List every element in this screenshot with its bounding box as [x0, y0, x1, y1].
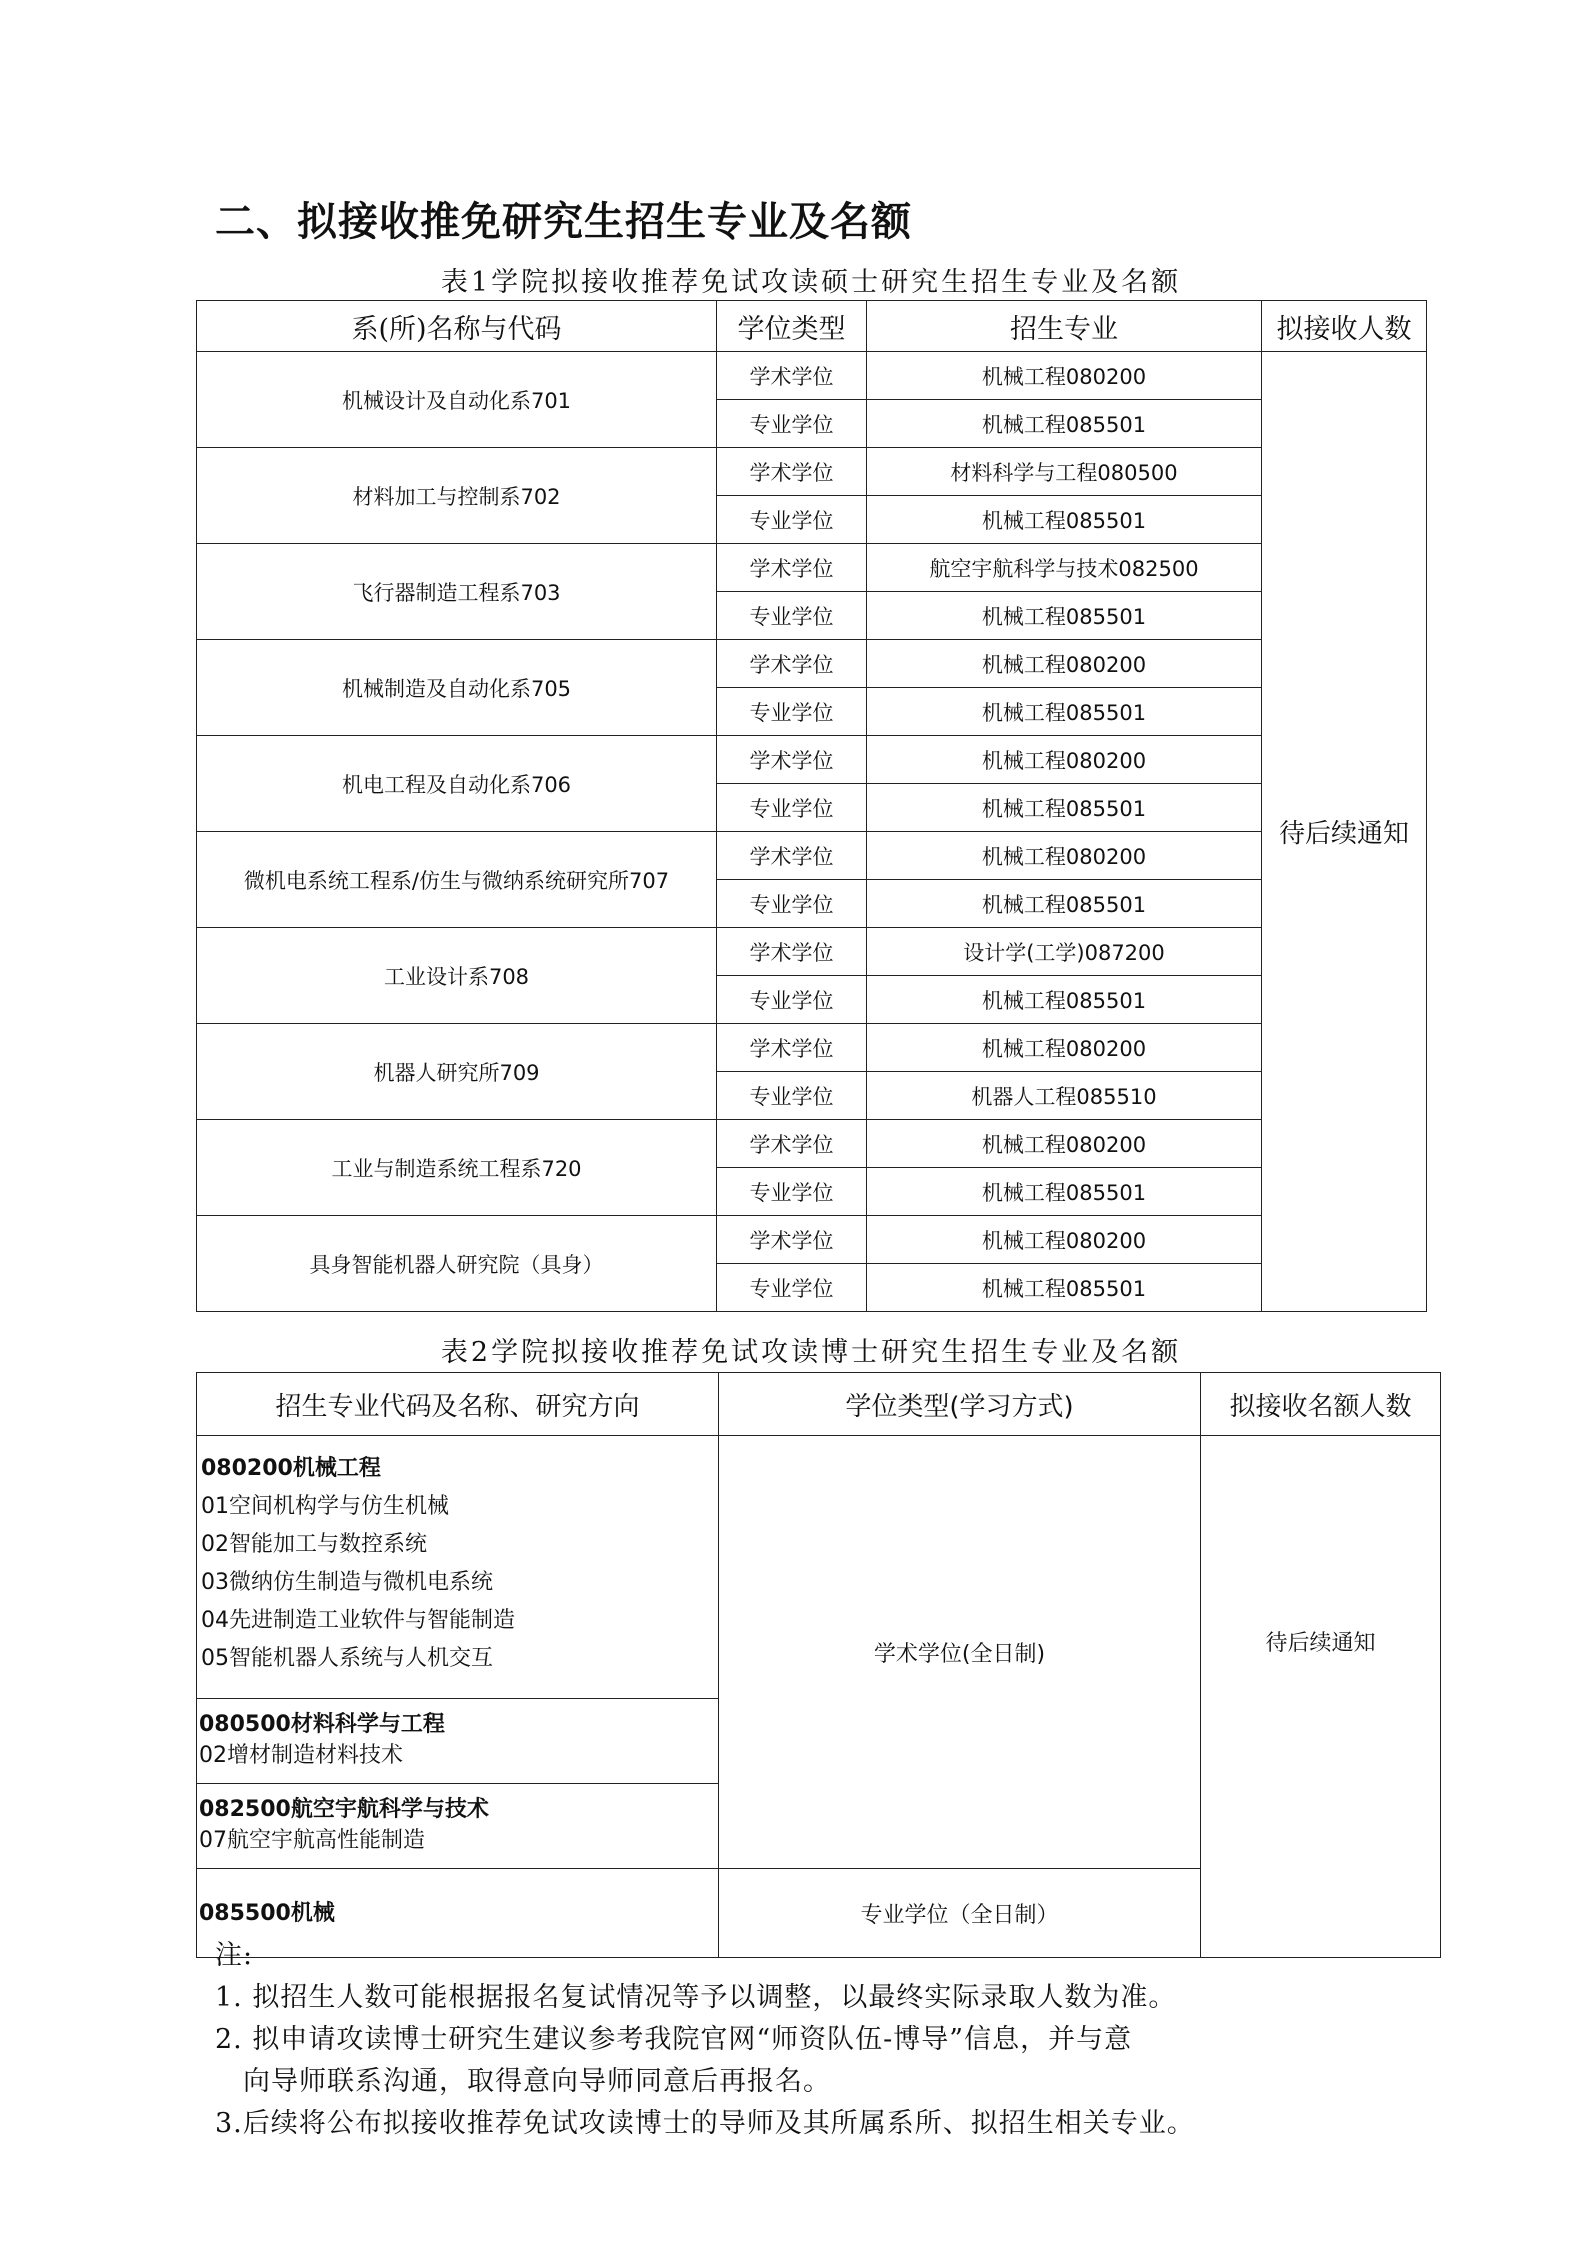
note-item: 2. 拟申请攻读博士研究生建议参考我院官网“师资队伍-博导”信息，并与意: [215, 2024, 1133, 2055]
major-cell: 设计学(工学)087200: [867, 928, 1262, 976]
note-item: 向导师联系沟通，取得意向导师同意后再报名。: [243, 2066, 831, 2097]
header-major-direction: 招生专业代码及名称、研究方向: [197, 1373, 719, 1436]
table-row: [197, 1436, 1441, 1699]
note-item: 3.后续将公布拟接收推荐免试攻读博士的导师及其所属系所、拟招生相关专业。: [215, 2108, 1195, 2139]
major-cell: [197, 1784, 719, 1869]
phd-table: [196, 1372, 1441, 1958]
major-cell: 机械工程085501: [867, 496, 1262, 544]
major-cell: 机械工程080200: [867, 1024, 1262, 1072]
table-row: [197, 928, 1427, 976]
major-cell: 机械工程085501: [867, 880, 1262, 928]
dept-cell: 机械设计及自动化系701: [197, 352, 717, 448]
dept-cell: 机械制造及自动化系705: [197, 640, 717, 736]
header-major: 招生专业: [867, 301, 1262, 352]
table-row: [197, 352, 1427, 400]
research-direction: 05智能机器人系统与人机交互: [201, 1646, 493, 1671]
degree-type-cell: 专业学位: [717, 688, 867, 736]
dept-cell: 机电工程及自动化系706: [197, 736, 717, 832]
major-cell: 航空宇航科学与技术082500: [867, 544, 1262, 592]
table-row: [197, 1120, 1427, 1168]
major-cell: [197, 1699, 719, 1784]
degree-type-cell: 专业学位: [717, 1168, 867, 1216]
research-direction: 04先进制造工业软件与智能制造: [201, 1608, 515, 1633]
degree-type-cell: 学术学位: [717, 640, 867, 688]
dept-cell: 飞行器制造工程系703: [197, 544, 717, 640]
table-row: [197, 544, 1427, 592]
dept-cell: 机器人研究所709: [197, 1024, 717, 1120]
table-row: [197, 736, 1427, 784]
major-cell: 材料科学与工程080500: [867, 448, 1262, 496]
research-direction: 07航空宇航高性能制造: [199, 1828, 425, 1853]
table-row: [197, 640, 1427, 688]
header-degree-type-mode: 学位类型(学习方式): [719, 1373, 1201, 1436]
degree-type-cell: 专业学位: [717, 400, 867, 448]
degree-type-cell: 专业学位: [717, 1072, 867, 1120]
degree-type-cell: 专业学位: [717, 880, 867, 928]
major-cell: 机械工程080200: [867, 736, 1262, 784]
major-cell: 机械工程085501: [867, 1168, 1262, 1216]
dept-cell: 具身智能机器人研究院（具身）: [197, 1216, 717, 1312]
masters-table: [196, 300, 1427, 1312]
header-degree-type: 学位类型: [717, 301, 867, 352]
degree-type-cell: 学术学位: [717, 544, 867, 592]
degree-type-cell: 专业学位: [717, 496, 867, 544]
major-cell: 机器人工程085510: [867, 1072, 1262, 1120]
major-cell: [197, 1436, 719, 1699]
research-direction: 02智能加工与数控系统: [201, 1532, 427, 1557]
quota-cell: 待后续通知: [1262, 352, 1427, 1312]
table-row: [197, 448, 1427, 496]
degree-type-cell: 学术学位: [717, 1216, 867, 1264]
dept-cell: 工业与制造系统工程系720: [197, 1120, 717, 1216]
research-direction: 01空间机构学与仿生机械: [201, 1494, 449, 1519]
dept-cell: 工业设计系708: [197, 928, 717, 1024]
header-quota: 拟接收人数: [1262, 301, 1427, 352]
notes: [215, 1935, 1415, 2145]
degree-type-cell: 学术学位: [717, 928, 867, 976]
table-header-row: [197, 1373, 1441, 1436]
section-heading: 二、拟接收推免研究生招生专业及名额: [215, 199, 912, 245]
major-code: 085500机械: [199, 1900, 335, 1926]
notes-title: 注:: [215, 1940, 254, 1971]
major-cell: 机械工程080200: [867, 832, 1262, 880]
note-item: 1. 拟招生人数可能根据报名复试情况等予以调整，以最终实际录取人数为准。: [215, 1982, 1177, 2013]
professional-degree-cell: 专业学位（全日制）: [719, 1869, 1201, 1958]
table2-caption: 表2学院拟接收推荐免试攻读博士研究生招生专业及名额: [440, 1337, 1182, 1368]
major-code: 080200机械工程: [201, 1456, 381, 1481]
degree-type-cell: 学术学位: [717, 1024, 867, 1072]
major-cell: 机械工程080200: [867, 640, 1262, 688]
degree-type-cell: 专业学位: [717, 592, 867, 640]
major-cell: 机械工程080200: [867, 352, 1262, 400]
dept-cell: 微机电系统工程系/仿生与微纳系统研究所707: [197, 832, 717, 928]
major-code: 080500材料科学与工程: [199, 1712, 445, 1737]
degree-type-cell: 学术学位: [717, 1120, 867, 1168]
degree-type-cell: 专业学位: [717, 784, 867, 832]
research-direction: 03微纳仿生制造与微机电系统: [201, 1570, 493, 1595]
major-cell: 机械工程085501: [867, 784, 1262, 832]
research-direction: 02增材制造材料技术: [199, 1743, 403, 1768]
dept-cell: 材料加工与控制系702: [197, 448, 717, 544]
major-code: 082500航空宇航科学与技术: [199, 1797, 489, 1822]
header-dept: 系(所)名称与代码: [197, 301, 717, 352]
major-cell: 机械工程085501: [867, 1264, 1262, 1312]
table-header-row: [197, 301, 1427, 352]
degree-type-cell: 学术学位: [717, 448, 867, 496]
degree-type-cell: 专业学位: [717, 976, 867, 1024]
masters-table-body: [197, 352, 1427, 1312]
table-row: [197, 1024, 1427, 1072]
degree-type-cell: 学术学位: [717, 352, 867, 400]
table-row: [197, 1216, 1427, 1264]
table1-caption: 表1学院拟接收推荐免试攻读硕士研究生招生专业及名额: [440, 267, 1182, 298]
major-cell: 机械工程085501: [867, 976, 1262, 1024]
major-cell: 机械工程085501: [867, 400, 1262, 448]
major-cell: 机械工程085501: [867, 592, 1262, 640]
major-cell: 机械工程080200: [867, 1120, 1262, 1168]
table-row: [197, 832, 1427, 880]
degree-type-cell: 学术学位: [717, 736, 867, 784]
header-quota: 拟接收名额人数: [1201, 1373, 1441, 1436]
degree-type-cell: 专业学位: [717, 1264, 867, 1312]
academic-degree-cell: 学术学位(全日制): [719, 1436, 1201, 1869]
major-cell: 机械工程085501: [867, 688, 1262, 736]
major-cell: 机械工程080200: [867, 1216, 1262, 1264]
phd-quota-cell: 待后续通知: [1201, 1436, 1441, 1958]
degree-type-cell: 学术学位: [717, 832, 867, 880]
